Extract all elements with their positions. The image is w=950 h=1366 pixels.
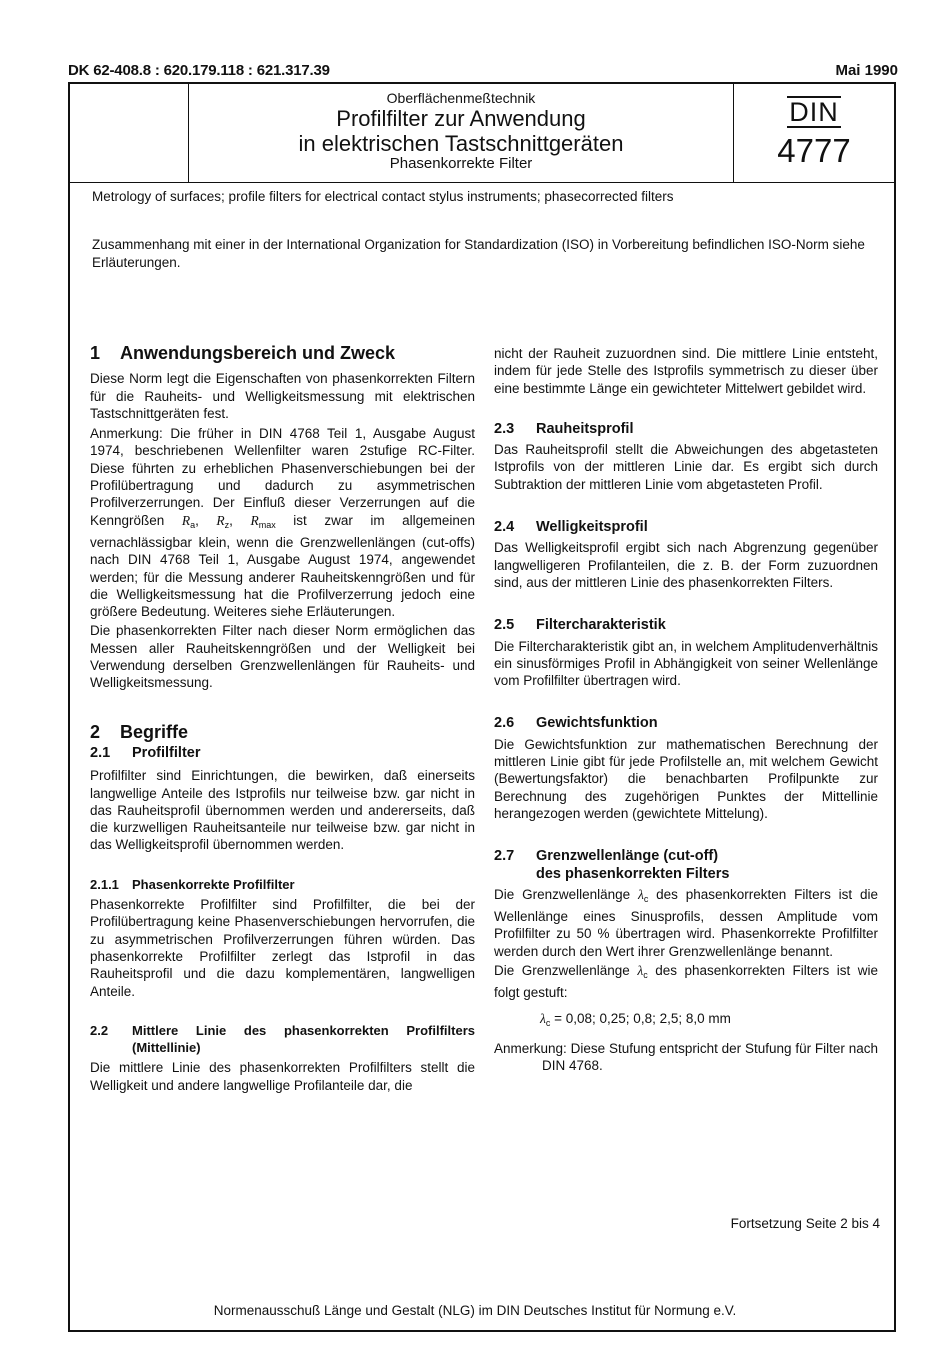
- title-block: [70, 84, 894, 183]
- din-number: 4777: [777, 132, 851, 169]
- intro-note: Zusammenhang mit einer in der International Organization for Standardization (ISO) in Vorbereitung befindlichen ISO-Norm siehe Erläuterungen.: [92, 237, 865, 270]
- title-box: [188, 84, 734, 182]
- section-2-5-paragraph: Die Filtercharakteristik gibt an, in welchem Amplitudenverhältnis ein sinusförmiges Profil in Abhängigkeit von seiner Wellenlänge vom Profilfilter übertragen wird.: [494, 638, 878, 689]
- section-2-6-paragraph: Die Gewichtsfunktion zur mathematischen Berechnung der mittleren Linie gibt für jede Profilstelle an, mit welchem Gewicht (Bewertungsfaktor) die benachbarten Profilpunkte zur Berechnung des zugehörigen Punktes der Mittellinie herangezogen werden (gewichtete Mittelung).: [494, 736, 878, 821]
- subtitle: Phasenkorrekte Filter: [389, 155, 533, 172]
- section-2-7-note: Anmerkung: Diese Stufung entspricht der Stufung für Filter nach DIN 4768.: [494, 1040, 878, 1074]
- cutoff-values: $\lambda_c = 0,08$; 0,25; 0,8; 2,5; 8,0 mm: [540, 1010, 731, 1028]
- issue-date: Mai 1990: [835, 62, 898, 79]
- subject-line: Oberflächenmeßtechnik: [386, 90, 536, 106]
- continuation-note: Fortsetzung Seite 2 bis 4: [730, 1216, 880, 1231]
- section-1-paragraph-1: Diese Norm legt die Eigenschaften von phasenkorrekten Filtern für die Rauheits- und Welligkeitsmessung mit elektrischen Tastschnittgeräten fest.: [90, 371, 475, 421]
- section-2-5-heading: 2.5 Filtercharakteristik: [494, 617, 666, 634]
- section-2-4-paragraph: Das Welligkeitsprofil ergibt sich nach Abgrenzung gegenüber langwelligeren Profilanteilen, die z. B. der Form zuzuordnen sind, aus der mittleren Linie des phasenkorrekten Filters.: [494, 540, 878, 590]
- section-1-heading: 1 Anwendungsbereich und Zweck: [90, 343, 396, 363]
- section-2-2-paragraph: Die mittlere Linie des phasenkorrekten Profilfilters stellt die Welligkeit und andere langwellige Profilanteile dar, die: [90, 1060, 475, 1093]
- english-title: Metrology of surfaces; profile filters for electrical contact stylus instruments; phasecorrected filters: [92, 189, 674, 204]
- section-2-4-heading: 2.4 Welligkeitsprofil: [494, 519, 648, 536]
- section-1-note: Anmerkung: Die früher in DIN 4768 Teil 1, Ausgabe August 1974, beschriebenen Wellenfilter waren 2stufige RC-Filter. Diese führten zu erheblichen Phasenverschiebungen bei der Profilübertragung und dadurch zu asymmetrischen Profilverzerrungen. Der Einfluß dieser Verzerrungen auf die Kenngrößen $R_a$, $R_z$, $R_{max}$ ist zwar im allgemeinen vernachlässigbar klein, wenn die Grenzwellenlängen (cut-offs) nach DIN 4768 Teil 1, Ausgabe August 1974, angewendet werden; für die Messung anderer Rauheitskenngrößen und für die Welligkeitsmessung hat die Profilverzerrung jedoch eine größere Bedeutung. Weiteres siehe Erläuterungen.: [90, 426, 475, 620]
- din-logo: DIN: [789, 97, 839, 127]
- section-2-1-1-heading: 2.1.1 Phasenkorrekte Profilfilter: [90, 876, 295, 892]
- section-2-2-continuation: nicht der Rauheit zuzuordnen sind. Die mittlere Linie entsteht, indem für jede Stelle des Istprofils symmetrisch zu dieser über eine bestimmte Länge ein gewichteter Mittelwert gebildet wird.: [494, 346, 878, 396]
- right-column: [494, 345, 878, 1075]
- left-column: [90, 345, 475, 1094]
- footer-publisher: Normenausschuß Länge und Gestalt (NLG) im DIN Deutsches Institut für Normung e.V.: [213, 1303, 737, 1318]
- section-2-1-heading: 2.1 Profilfilter: [90, 744, 201, 761]
- section-2-7-paragraph-1: Die Grenzwellenlänge $\lambda_c$ des phasenkorrekten Filters ist die Wellenlänge eines Sinusprofils, dessen Amplitude vom Profilfilter zu 50 % übertragen wird. Phasenkorrekte Profilfilter werden durch den Wert ihrer Grenzwellenlänge benannt.: [494, 886, 878, 959]
- section-2-heading: 2 Begriffe: [90, 721, 189, 742]
- section-2-7-paragraph-2: Die Grenzwellenlänge $\lambda_c$ des phasenkorrekten Filters ist wie folgt gestuft:: [494, 963, 878, 1001]
- section-2-3-heading: 2.3 Rauheitsprofil: [494, 420, 634, 437]
- section-2-1-paragraph: Profilfilter sind Einrichtungen, die bewirken, daß einerseits langwellige Anteile des Istprofils nur teilweise bzw. gar nicht in das Rauheitsprofil übernommen werden und andererseits, daß die kurzwelligen Rauheitsanteile nur teilweise bzw. gar nicht in das Welligkeitsprofil übernommen werden.: [90, 768, 475, 853]
- section-2-1-1-paragraph: Phasenkorrekte Profilfilter sind Profilfilter, die bei der Profilübertragung keine Phasenverschiebungen hervorrufen, die zu asymmetrischen Profilverzerrungen führen würden. Das phasenkorrekte Profilfilter zerlegt das Istprofil in das Rauheitsprofil und die dazu komplementären, langwelligen Anteile.: [90, 897, 475, 999]
- section-2-3-paragraph: Das Rauheitsprofil stellt die Abweichungen des abgetasteten Istprofils von der mittleren Linie dar. Es ergibt sich durch Subtraktion der mittleren Linie vom abgetasteten Profil.: [494, 442, 878, 492]
- section-2-2-heading: 2.2 Mittlere Linie des phasenkorrekten Profilfilters (Mittellinie): [90, 1022, 475, 1056]
- section-2-6-heading: 2.6 Gewichtsfunktion: [494, 715, 658, 732]
- title-line-2: in elektrischen Tastschnittgeräten: [298, 131, 624, 156]
- section-2-7-heading: 2.7 Grenzwellenlänge (cut-off) des phasenkorrekten Filters: [494, 848, 730, 882]
- din-box: [734, 84, 894, 182]
- classification-code: DK 62-408.8 : 620.179.118 : 621.317.39: [68, 62, 330, 79]
- title-line-1: Profilfilter zur Anwendung: [336, 106, 586, 131]
- section-1-paragraph-2: Die phasenkorrekten Filter nach dieser Norm ermöglichen das Messen aller Rauheitskenngrößen und der Welligkeit bei Verwendung derselben Grenzwellenlängen für Rauheits- und Welligkeitsmessung.: [90, 623, 475, 691]
